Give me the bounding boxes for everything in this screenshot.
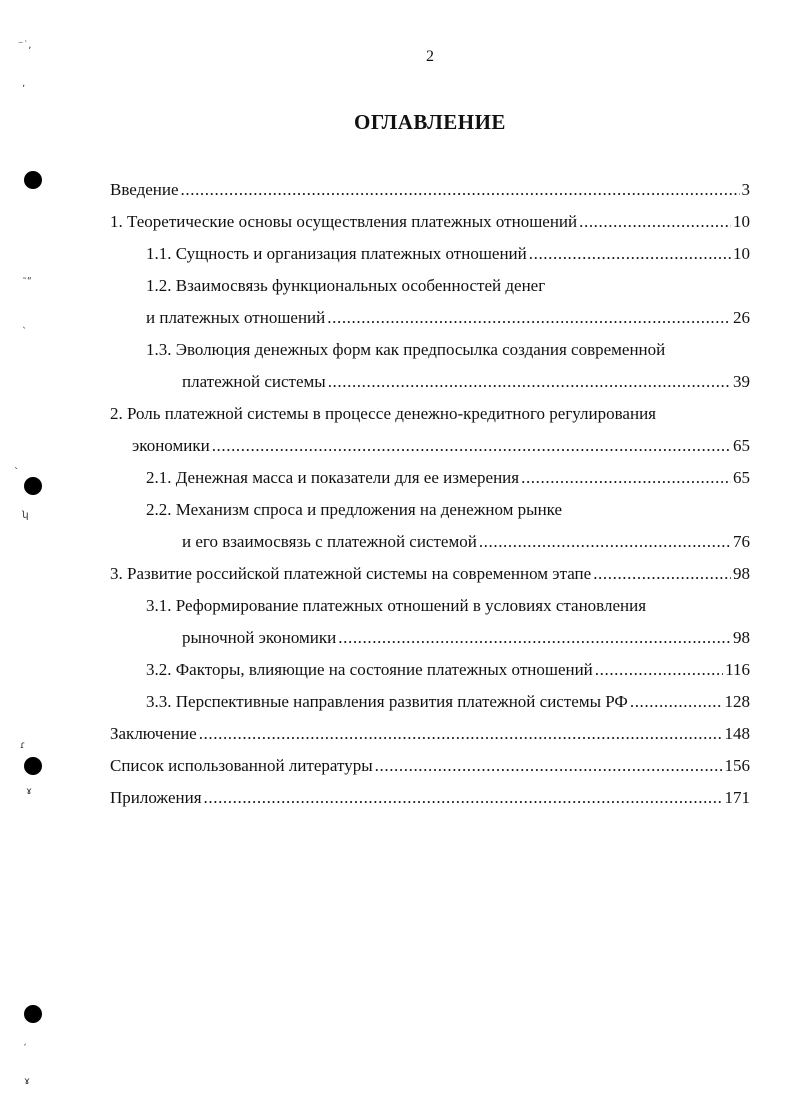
punch-hole — [24, 1005, 42, 1023]
toc-entry — [146, 593, 750, 619]
toc-entry — [146, 305, 750, 331]
toc-entry-text: 2. Роль платежной системы в процессе денежно-кредитного регулирования — [110, 404, 656, 423]
toc-entry-page: 116 — [725, 660, 750, 679]
toc-entry — [110, 401, 750, 427]
toc-entry — [182, 369, 750, 395]
scan-speck: ʮ — [22, 510, 29, 521]
scan-speck: ɤ — [26, 786, 32, 797]
toc-entry — [182, 625, 750, 651]
toc-entry — [146, 241, 750, 267]
toc-entry-text: и его взаимосвязь с платежной системой — [182, 532, 477, 551]
toc-entry-page: 76 — [733, 532, 750, 551]
punch-hole — [24, 477, 42, 495]
toc-entry — [110, 177, 750, 203]
punch-hole — [24, 171, 42, 189]
toc-entry-text: экономики — [132, 436, 210, 455]
toc-entry-page: 39 — [733, 372, 750, 391]
page-number: 2 — [426, 48, 434, 65]
toc-entry-text: Список использованной литературы — [110, 756, 373, 775]
toc-entry-text: 1.3. Эволюция денежных форм как предпосылка создания современной — [146, 340, 666, 359]
toc-entry-text: 2.1. Денежная масса и показатели для ее измерения — [146, 468, 520, 487]
scan-speck: ɾ — [20, 740, 26, 751]
toc-entry-page: 128 — [724, 692, 750, 711]
toc-entry-text: 1. Теоретические основы осуществления платежных отношений — [110, 212, 578, 231]
toc-entry-page: 10 — [733, 244, 750, 263]
toc-entry-page: 10 — [733, 212, 750, 231]
toc-entry-text: 3.2. Факторы, влияющие на состояние платежных отношений — [146, 660, 593, 679]
toc-entry — [146, 273, 750, 299]
toc-entry-text: 3.3. Перспективные направления развития платежной системы РФ — [146, 692, 628, 711]
punch-hole — [24, 757, 42, 775]
toc-entry-page: 148 — [724, 724, 750, 743]
toc-entry-text: 1.1. Сущность и организация платежных отношений — [146, 244, 527, 263]
scan-speck: ˋ — [14, 467, 19, 478]
toc-entry-text: 2.2. Механизм спроса и предложения на денежном рынке — [146, 500, 563, 519]
toc-entry-text: 3.1. Реформирование платежных отношений в условиях становления — [146, 596, 647, 615]
toc-entry-text: 1.2. Взаимосвязь функциональных особенностей денег — [146, 276, 546, 295]
toc-entry-page: 171 — [724, 788, 750, 807]
toc-entry-page: 156 — [724, 756, 750, 775]
toc-entry-text: Введение — [110, 180, 179, 199]
scan-speck: ˜ʺ — [22, 277, 32, 288]
toc-entry-page: 26 — [733, 308, 750, 327]
toc-entry-page: 98 — [733, 628, 750, 647]
toc-entry — [146, 337, 750, 363]
scan-speck: ˏ — [22, 1035, 27, 1046]
toc-entry — [110, 785, 750, 811]
page-title: ОГЛАВЛЕНИЕ — [354, 110, 506, 134]
toc-entry — [146, 657, 750, 683]
toc-entry-text: 3. Развитие российской платежной системы на современном этапе — [110, 564, 592, 583]
scan-speck: ⁻˙, — [18, 40, 32, 51]
toc-entry-text: рыночной экономики — [182, 628, 337, 647]
toc-entry — [182, 529, 750, 555]
toc-entry — [110, 209, 750, 235]
toc-entry-text: и платежных отношений — [146, 308, 326, 327]
toc-entry — [110, 721, 750, 747]
toc-entry-page: 98 — [733, 564, 750, 583]
toc-entry — [146, 465, 750, 491]
toc-entry — [132, 433, 750, 459]
toc-entry-text: платежной системы — [182, 372, 326, 391]
scan-speck: ˎ — [22, 318, 27, 329]
toc-entry — [146, 497, 750, 523]
toc-entry-page: 65 — [733, 468, 750, 487]
toc-entry — [110, 753, 750, 779]
toc-entry-text: Приложения — [110, 788, 202, 807]
toc-entry — [110, 561, 750, 587]
scan-speck: ɤ — [24, 1076, 30, 1087]
toc-entry-page: 3 — [741, 180, 750, 199]
scan-speck: ʼ — [22, 84, 26, 95]
toc-entry-page: 65 — [733, 436, 750, 455]
toc-entry — [146, 689, 750, 715]
toc-entry-text: Заключение — [110, 724, 197, 743]
